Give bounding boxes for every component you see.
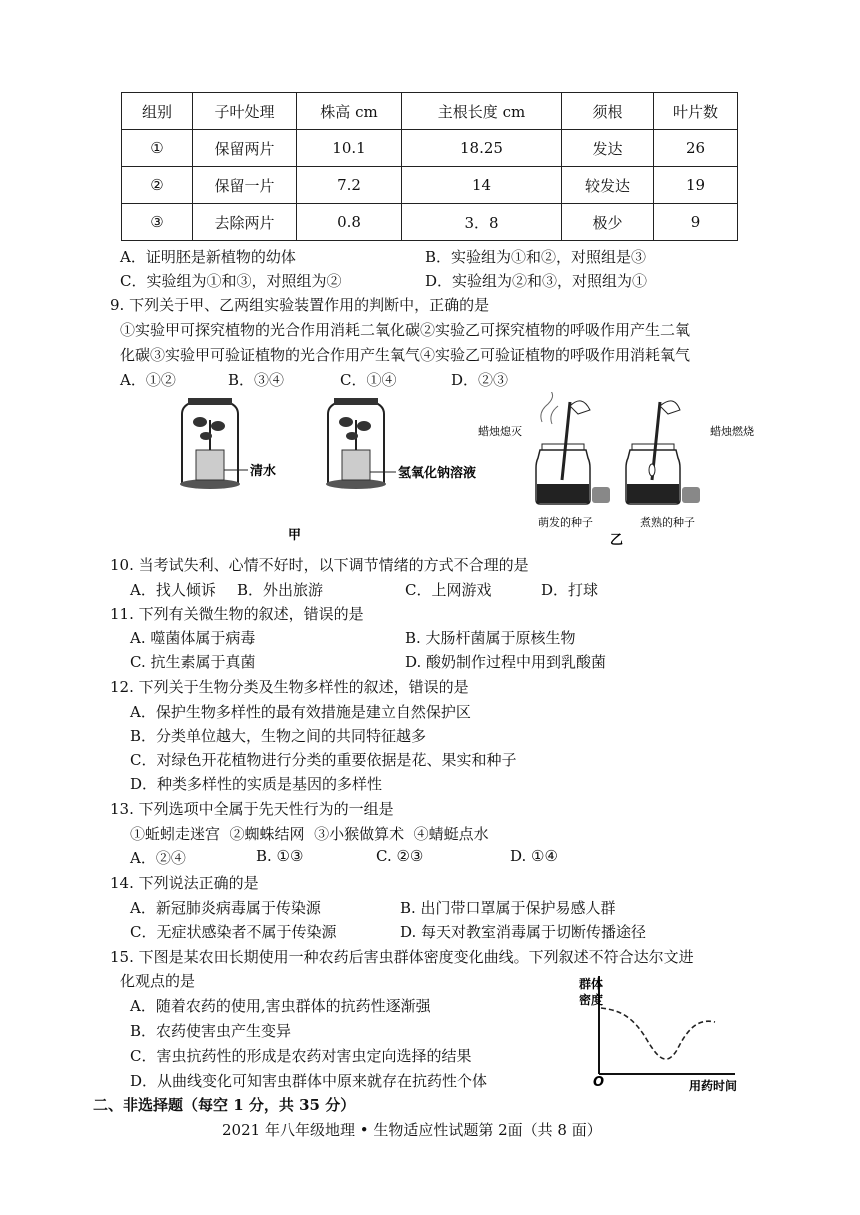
q14-option-b: B. 出门带口罩属于保护易感人群 [400, 899, 616, 917]
label-sprouting-seeds: 萌发的种子 [538, 516, 593, 529]
table-cell: 较发达 [562, 167, 654, 204]
table-cell: 26 [654, 130, 738, 167]
q12-stem: 12. 下列关于生物分类及生物多样性的叙述，错误的是 [110, 678, 469, 696]
table-cell: 19 [654, 167, 738, 204]
label-yi: 乙 [610, 533, 624, 548]
q13-option-c: C. ②③ [376, 847, 424, 865]
table-cell: 10.1 [297, 130, 402, 167]
table-row [122, 130, 738, 167]
table-cell: 发达 [562, 130, 654, 167]
q11-option-d: D. 酸奶制作过程中用到乳酸菌 [405, 653, 607, 671]
q10-option-a: A．找人倾诉 [130, 581, 216, 599]
label-water: 清水 [250, 464, 277, 479]
bell-jar-naoh [326, 398, 396, 489]
table-header-cell: 叶片数 [654, 93, 738, 130]
origin-label: O [593, 1075, 605, 1090]
q9-statement-line2: 化碳③实验甲可验证植物的光合作用产生氧气④实验乙可验证植物的呼吸作用消耗氧气 [120, 346, 691, 364]
q13-option-d: D. ①④ [510, 847, 558, 865]
q9-stem: 9. 下列关于甲、乙两组实验装置作用的判断中，正确的是 [110, 296, 490, 314]
y-axis-label-2: 密度 [579, 993, 604, 1007]
label-cooked-seeds: 煮熟的种子 [640, 516, 695, 529]
q15-stem-line2: 化观点的是 [120, 972, 196, 990]
pest-density-chart [575, 974, 755, 1096]
q12-option-c: C．对绿色开花植物进行分类的重要依据是花、果实和种子 [130, 751, 517, 769]
q15-option-b: B．农药使害虫产生变异 [130, 1022, 292, 1040]
q12-option-a: A．保护生物多样性的最有效措施是建立自然保护区 [130, 703, 471, 721]
q13-stem: 13. 下列选项中全属于先天性行为的一组是 [110, 800, 394, 818]
q10-option-c: C．上网游戏 [405, 581, 492, 599]
q13-option-a: A．②④ [130, 849, 186, 867]
q15-stem-line1: 15. 下图是某农田长期使用一种农药后害虫群体密度变化曲线。下列叙述不符合达尔文进 [110, 948, 694, 966]
q8-option-c: C．实验组为①和③，对照组为② [120, 272, 342, 290]
q12-option-d: D．种类多样性的实质是基因的多样性 [130, 775, 383, 793]
table-cell: 保留两片 [193, 130, 297, 167]
q9-option-b: B．③④ [228, 371, 285, 389]
jar-sprouting-seeds [536, 392, 610, 504]
page-footer: 2021 年八年级地理 • 生物适应性试题第 2面（共 8 面） [222, 1121, 602, 1139]
table-cell: 18.25 [402, 130, 562, 167]
q9-option-c: C．①④ [340, 371, 397, 389]
experiment-table [121, 92, 738, 241]
q12-option-b: B．分类单位越大，生物之间的共同特征越多 [130, 727, 427, 745]
table-cell: ① [122, 130, 193, 167]
q11-option-b: B. 大肠杆菌属于原核生物 [405, 629, 576, 647]
label-jia: 甲 [288, 528, 302, 543]
x-axis-label: 用药时间 [689, 1079, 738, 1093]
table-cell: 保留一片 [193, 167, 297, 204]
table-cell: 去除两片 [193, 204, 297, 241]
density-curve [601, 1008, 715, 1059]
table-cell: 0.8 [297, 204, 402, 241]
q10-option-d: D．打球 [541, 581, 599, 599]
y-axis-label-1: 群体 [579, 977, 604, 991]
q9-figure [170, 392, 780, 550]
table-row [122, 204, 738, 241]
table-header-cell: 主根长度 cm [402, 93, 562, 130]
q15-option-a: A．随着农药的使用,害虫群体的抗药性逐渐强 [130, 997, 431, 1015]
q14-option-c: C．无症状感染者不属于传染源 [130, 923, 337, 941]
q9-option-a: A．①② [120, 371, 176, 389]
table-cell: 极少 [562, 204, 654, 241]
table-header-cell: 须根 [562, 93, 654, 130]
q13-option-b: B. ①③ [256, 847, 304, 865]
label-candle-out: 蜡烛熄灭 [478, 425, 522, 438]
table-row [122, 167, 738, 204]
table-header-cell: 株高 cm [297, 93, 402, 130]
label-candle-burn: 蜡烛燃烧 [710, 425, 754, 438]
q8-option-d: D．实验组为②和③，对照组为① [425, 272, 648, 290]
table-header-cell: 子叶处理 [193, 93, 297, 130]
table-cell: 14 [402, 167, 562, 204]
q10-stem: 10. 当考试失利、心情不好时，以下调节情绪的方式不合理的是 [110, 556, 529, 574]
table-cell: 3．8 [402, 204, 562, 241]
q14-stem: 14. 下列说法正确的是 [110, 874, 259, 892]
q10-option-b: B．外出旅游 [237, 581, 324, 599]
q14-option-d: D. 每天对教室消毒属于切断传播途径 [400, 923, 647, 941]
jar-cooked-seeds [626, 401, 700, 504]
section-2-title: 二、非选择题（每空 1 分，共 35 分） [93, 1096, 356, 1114]
q15-option-c: C．害虫抗药性的形成是农药对害虫定向选择的结果 [130, 1047, 472, 1065]
q11-stem: 11. 下列有关微生物的叙述，错误的是 [110, 605, 364, 623]
table-header-row [122, 93, 738, 130]
q11-option-c: C. 抗生素属于真菌 [130, 653, 256, 671]
table-cell: 7.2 [297, 167, 402, 204]
bell-jar-water [180, 398, 248, 489]
label-naoh: 氢氧化钠溶液 [398, 466, 477, 481]
table-cell: ② [122, 167, 193, 204]
q8-option-a: A．证明胚是新植物的幼体 [120, 248, 296, 266]
table-cell: 9 [654, 204, 738, 241]
table-header-cell: 组别 [122, 93, 193, 130]
q9-option-d: D．②③ [451, 371, 509, 389]
table-cell: ③ [122, 204, 193, 241]
q13-items: ①蚯蚓走迷宫 ②蜘蛛结网 ③小猴做算术 ④蜻蜓点水 [130, 825, 489, 843]
q15-option-d: D．从曲线变化可知害虫群体中原来就存在抗药性个体 [130, 1072, 488, 1090]
q8-option-b: B．实验组为①和②，对照组是③ [425, 248, 647, 266]
q9-statement-line1: ①实验甲可探究植物的光合作用消耗二氧化碳②实验乙可探究植物的呼吸作用产生二氧 [120, 321, 691, 339]
q14-option-a: A．新冠肺炎病毒属于传染源 [130, 899, 321, 917]
q11-option-a: A. 噬菌体属于病毒 [130, 629, 256, 647]
